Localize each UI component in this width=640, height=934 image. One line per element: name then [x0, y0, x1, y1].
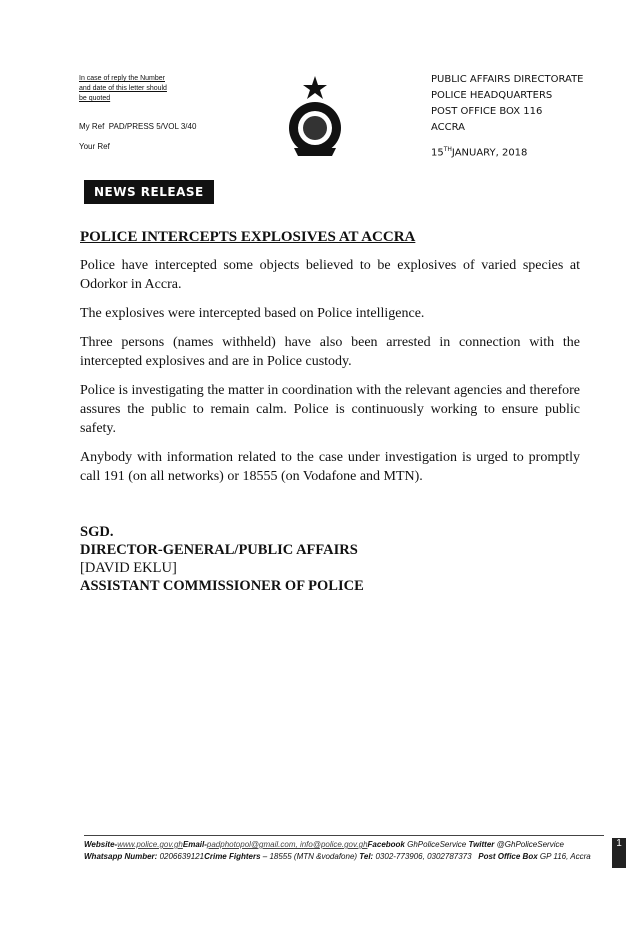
my-ref: My Ref PAD/PRESS 5/VOL 3/40: [79, 122, 197, 131]
paragraph: Police have intercepted some objects believed to be explosives of varied species at Odorkor in Accra.: [80, 258, 580, 292]
address-block: [431, 72, 584, 136]
website-link[interactable]: www.police.gov.gh: [117, 840, 183, 849]
paragraph: The explosives were intercepted based on Police intelligence.: [80, 306, 425, 321]
paragraph: Police is investigating the matter in coordination with the relevant agencies and therefore assures the public to remain calm. Police is continuously working to ensure public safety.: [80, 383, 580, 436]
signatory-name: [DAVID EKLU]: [80, 560, 177, 576]
body-text: [80, 256, 580, 496]
your-ref: Your Ref: [79, 142, 110, 151]
headline: POLICE INTERCEPTS EXPLOSIVES AT ACCRA: [80, 229, 416, 245]
sgd: SGD.: [80, 524, 114, 540]
page-number: 1: [612, 838, 626, 868]
signatory-title: DIRECTOR-GENERAL/PUBLIC AFFAIRS: [80, 542, 358, 558]
address-line: POLICE HEADQUARTERS: [431, 90, 553, 101]
paragraph: Anybody with information related to the case under investigation is urged to promptly call 191 (on all networks) or 18555 (on Vodafone and MTN).: [80, 450, 580, 484]
date: 15THJANUARY, 2018: [431, 146, 528, 159]
paragraph: Three persons (names withheld) have also been arrested in connection with the intercepted explosives and are in Police custody.: [80, 335, 580, 369]
signatory-rank: ASSISTANT COMMISSIONER OF POLICE: [80, 578, 364, 594]
ghana-police-crest-logo: [280, 76, 350, 162]
reply-note: In case of reply the Number and date of this letter should be quoted: [79, 75, 167, 102]
news-release-badge: NEWS RELEASE: [84, 180, 214, 204]
address-line: ACCRA: [431, 122, 466, 133]
address-line: PUBLIC AFFAIRS DIRECTORATE: [431, 74, 584, 85]
signature-block: [80, 523, 364, 595]
footer-contacts: Website-www.police.gov.ghEmail-padphotopol@gmail.com, info@police.gov.ghFacebook GhPoliceService Twitter @GhPoliceService Whatsapp Number: 0206639121Crime Fighters – 18555 (MTN &vodafone) Tel: 0302-773906, 0302787373 Post Office Box GP 116, Accra: [84, 835, 604, 863]
email-link[interactable]: padphotopol@gmail.com, info@police.gov.gh: [206, 840, 368, 849]
address-line: POST OFFICE BOX 116: [431, 106, 543, 117]
